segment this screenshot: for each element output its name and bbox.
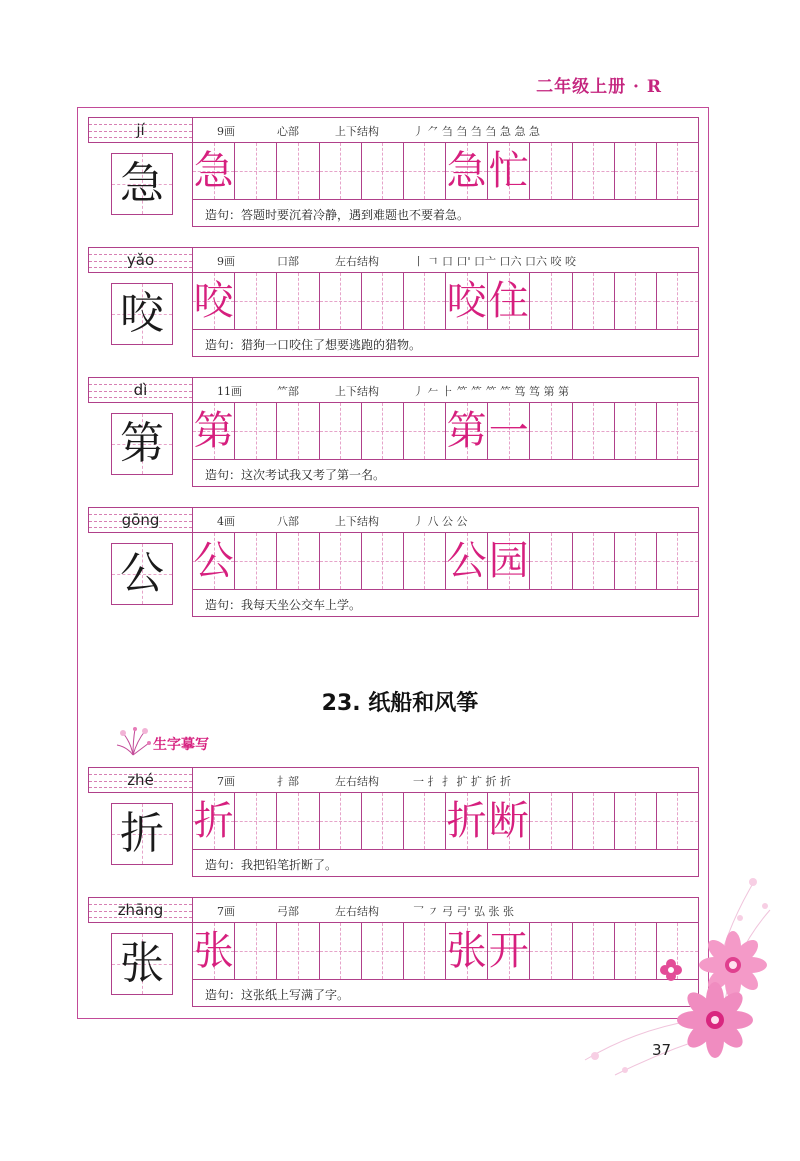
practice-char: 公: [193, 538, 234, 584]
structure: 上下结构: [335, 125, 379, 138]
char-card: [88, 767, 699, 877]
practice-cell[interactable]: [615, 533, 657, 589]
practice-char: 第: [446, 408, 487, 454]
practice-char: 急: [193, 148, 234, 194]
info-bar: [88, 117, 699, 143]
practice-cell[interactable]: [235, 273, 277, 329]
practice-grid: [192, 793, 699, 877]
practice-char: 第: [193, 408, 234, 454]
practice-cell[interactable]: [404, 533, 446, 589]
practice-cell[interactable]: [615, 403, 657, 459]
practice-char: 折: [193, 798, 234, 844]
example-sentence: 造句：这张纸上写满了字。: [205, 988, 350, 1002]
practice-cell[interactable]: [446, 533, 488, 589]
practice-cell[interactable]: [320, 923, 362, 979]
practice-cell[interactable]: [193, 533, 235, 589]
practice-cell[interactable]: [320, 793, 362, 849]
practice-cell[interactable]: [235, 143, 277, 199]
practice-cell[interactable]: [657, 533, 698, 589]
practice-char: 开: [488, 928, 529, 974]
practice-cell[interactable]: [235, 923, 277, 979]
char-card: [88, 247, 699, 357]
sentence-row: [193, 199, 698, 226]
section-label: 生字摹写: [153, 737, 209, 753]
practice-cell[interactable]: [277, 143, 319, 199]
practice-cell[interactable]: [657, 793, 698, 849]
practice-char: 一: [488, 408, 529, 454]
model-char: 张: [120, 938, 164, 989]
section-badge: [113, 727, 263, 757]
grade-label: 二年级上册 · R: [536, 77, 662, 97]
char-card: [88, 117, 699, 227]
practice-cell[interactable]: [657, 273, 698, 329]
practice-cell[interactable]: [573, 533, 615, 589]
practice-cell[interactable]: [320, 143, 362, 199]
practice-cell[interactable]: [235, 793, 277, 849]
practice-cell[interactable]: [488, 273, 530, 329]
practice-cell[interactable]: [488, 793, 530, 849]
practice-cell[interactable]: [362, 533, 404, 589]
pinyin-box: [89, 118, 193, 144]
practice-cell[interactable]: [488, 143, 530, 199]
practice-cell[interactable]: [362, 403, 404, 459]
stroke-order: 一 扌 扌 扩 扩 折 折: [413, 775, 511, 788]
practice-cell[interactable]: [488, 533, 530, 589]
practice-char: 张: [446, 928, 487, 974]
radical: 心部: [277, 125, 299, 138]
practice-char: 折: [446, 798, 487, 844]
practice-cell[interactable]: [615, 793, 657, 849]
stroke-order: 乛 ㇇ 弓 弓' 弘 张 张: [413, 905, 515, 918]
info-bar: [88, 507, 699, 533]
structure: 上下结构: [335, 515, 379, 528]
practice-cell[interactable]: [573, 403, 615, 459]
char-card: [88, 507, 699, 617]
practice-cell[interactable]: [404, 403, 446, 459]
model-char: 折: [120, 808, 164, 859]
pinyin: zhé: [127, 771, 154, 789]
stroke-count: 7画: [217, 905, 235, 918]
pinyin: zhāng: [117, 901, 164, 919]
practice-cell[interactable]: [404, 273, 446, 329]
practice-cell[interactable]: [404, 923, 446, 979]
practice-cell[interactable]: [530, 533, 572, 589]
radical: ⺮部: [277, 385, 299, 398]
practice-cell[interactable]: [277, 793, 319, 849]
radical: 弓部: [277, 905, 299, 918]
practice-grid: [192, 533, 699, 617]
practice-cell[interactable]: [530, 923, 572, 979]
radical: 口部: [277, 255, 299, 268]
practice-cell[interactable]: [530, 403, 572, 459]
pinyin: gōng: [121, 511, 160, 529]
practice-cell[interactable]: [446, 793, 488, 849]
model-char-box: [111, 933, 173, 995]
info-bar: [88, 247, 699, 273]
practice-cell[interactable]: [362, 793, 404, 849]
stroke-count: 9画: [217, 255, 235, 268]
radical: 扌部: [277, 775, 299, 788]
practice-cell[interactable]: [362, 273, 404, 329]
example-sentence: 造句：我每天坐公交车上学。: [205, 598, 362, 612]
practice-char: 咬: [446, 278, 487, 324]
pinyin-box: [89, 248, 193, 274]
practice-cell[interactable]: [404, 793, 446, 849]
example-sentence: 造句：答题时要沉着冷静，遇到难题也不要着急。: [205, 208, 470, 222]
practice-cell[interactable]: [573, 143, 615, 199]
practice-cell[interactable]: [235, 403, 277, 459]
practice-grid: [192, 403, 699, 487]
practice-cell[interactable]: [530, 143, 572, 199]
model-char-box: [111, 153, 173, 215]
example-sentence: 造句：这次考试我又考了第一名。: [205, 468, 386, 482]
practice-cell[interactable]: [446, 923, 488, 979]
practice-char: 公: [446, 538, 487, 584]
pinyin-box: [89, 508, 193, 534]
sentence-row: [193, 329, 698, 356]
stroke-order: 丨 𠃍 口 口' 口亠 口六 口六 咬 咬: [413, 255, 576, 268]
practice-cell[interactable]: [615, 273, 657, 329]
pinyin-box: [89, 768, 193, 794]
practice-cell[interactable]: [277, 273, 319, 329]
practice-cell[interactable]: [320, 533, 362, 589]
practice-char: 住: [488, 278, 529, 324]
practice-cell[interactable]: [193, 923, 235, 979]
practice-cell[interactable]: [530, 793, 572, 849]
practice-cell[interactable]: [573, 273, 615, 329]
practice-cell[interactable]: [277, 923, 319, 979]
pinyin-box: [89, 898, 193, 924]
sentence-row: [193, 459, 698, 486]
practice-cell[interactable]: [193, 143, 235, 199]
practice-cell[interactable]: [320, 403, 362, 459]
model-char: 急: [120, 158, 164, 209]
example-sentence: 造句：我把铅笔折断了。: [205, 858, 338, 872]
practice-char: 急: [446, 148, 487, 194]
flower-decoration-icon: [113, 727, 153, 757]
practice-char: 断: [488, 798, 529, 844]
stroke-count: 7画: [217, 775, 235, 788]
structure: 左右结构: [335, 905, 379, 918]
info-bar: [88, 767, 699, 793]
model-char-box: [111, 283, 173, 345]
practice-grid: [192, 143, 699, 227]
radical: 八部: [277, 515, 299, 528]
page-number: 37: [652, 1041, 672, 1059]
practice-cell[interactable]: [362, 143, 404, 199]
stroke-count: 11画: [217, 385, 242, 398]
practice-cell[interactable]: [488, 923, 530, 979]
practice-char: 咬: [193, 278, 234, 324]
practice-cell[interactable]: [235, 533, 277, 589]
practice-cell[interactable]: [193, 403, 235, 459]
practice-cell[interactable]: [277, 533, 319, 589]
practice-cell[interactable]: [193, 273, 235, 329]
model-char-box: [111, 543, 173, 605]
practice-char: 园: [488, 538, 529, 584]
practice-cell[interactable]: [615, 143, 657, 199]
stroke-count: 4画: [217, 515, 235, 528]
pinyin: dì: [133, 381, 148, 399]
sentence-row: [193, 589, 698, 616]
structure: 左右结构: [335, 775, 379, 788]
pinyin-box: [89, 378, 193, 404]
practice-cell[interactable]: [446, 273, 488, 329]
lesson-title: 23. 纸船和风筝: [321, 691, 479, 716]
practice-grid: [192, 273, 699, 357]
stroke-order: 丿 ⺈ 刍 刍 刍 刍 急 急 急: [413, 125, 540, 138]
model-char: 第: [120, 418, 164, 469]
char-card: [88, 377, 699, 487]
practice-cell[interactable]: [446, 403, 488, 459]
practice-cell[interactable]: [488, 403, 530, 459]
practice-cell[interactable]: [320, 273, 362, 329]
practice-cell[interactable]: [530, 273, 572, 329]
example-sentence: 造句：猎狗一口咬住了想要逃跑的猎物。: [205, 338, 422, 352]
structure: 左右结构: [335, 255, 379, 268]
practice-char: 忙: [488, 148, 529, 194]
stroke-count: 9画: [217, 125, 235, 138]
practice-char: 张: [193, 928, 234, 974]
model-char: 咬: [120, 288, 164, 339]
model-char: 公: [120, 548, 164, 599]
stroke-order: 丿 𠂉 ⺊ ⺮ ⺮ ⺮ ⺮ 笃 笃 第 第: [413, 385, 569, 398]
model-char-box: [111, 803, 173, 865]
practice-cell[interactable]: [404, 143, 446, 199]
pinyin: yǎo: [126, 251, 155, 269]
info-bar: [88, 377, 699, 403]
practice-cell[interactable]: [446, 143, 488, 199]
practice-cell[interactable]: [362, 923, 404, 979]
practice-cell[interactable]: [277, 403, 319, 459]
practice-cell[interactable]: [657, 143, 698, 199]
model-char-box: [111, 413, 173, 475]
pinyin: jí: [136, 121, 145, 139]
structure: 上下结构: [335, 385, 379, 398]
practice-cell[interactable]: [657, 403, 698, 459]
practice-cell[interactable]: [193, 793, 235, 849]
practice-cell[interactable]: [573, 793, 615, 849]
flower-illustration-icon: [575, 870, 775, 1080]
stroke-order: 丿 八 公 公: [413, 515, 468, 528]
